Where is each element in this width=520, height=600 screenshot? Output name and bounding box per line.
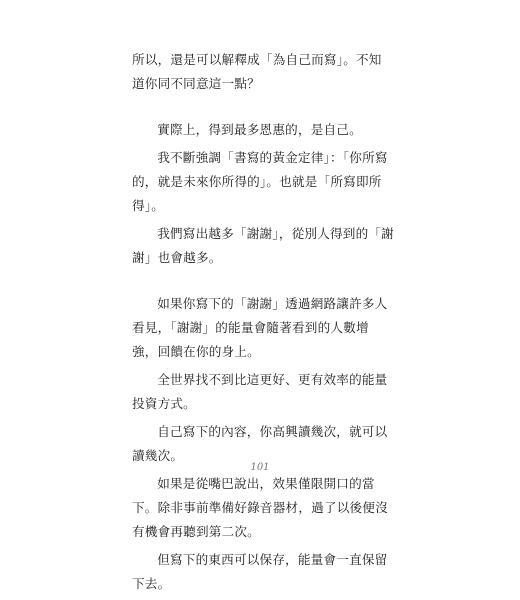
paragraph: 如果你寫下的「謝謝」透過網路讓許多人看見，「謝謝」的能量會隨著看到的人數增強，回饋在你的身上。 (132, 296, 388, 359)
paragraph: 實際上，得到最多恩惠的，是自己。 (157, 122, 362, 137)
paragraph: 所以，還是可以解釋成「為自己而寫」。不知道你同不同意這一點？ (132, 52, 382, 91)
paragraph: 我不斷強調「書寫的黃金定律」：「你所寫的，就是未來你所得的」。也就是「所寫即所得」。 (132, 150, 388, 213)
paragraph: 自己寫下的內容，你高興讀幾次，就可以讀幾次。 (132, 424, 388, 463)
paragraph: 全世界找不到比這更好、更有效率的能量投資方式。 (132, 372, 388, 411)
paragraph: 但寫下的東西可以保存，能量會一直保留下去。 (132, 552, 388, 591)
section-break (132, 100, 394, 118)
paragraph: 我們寫出越多「謝謝」，從別人得到的「謝謝」也會越多。 (132, 226, 394, 265)
page-number: 101 (250, 462, 270, 473)
section-break (132, 274, 394, 292)
paragraph: 如果是從嘴巴說出，效果僅限開口的當下。除非事前準備好錄音器材，過了以後便沒有機會再聽到第二次。 (132, 476, 388, 539)
body-text (132, 48, 394, 600)
